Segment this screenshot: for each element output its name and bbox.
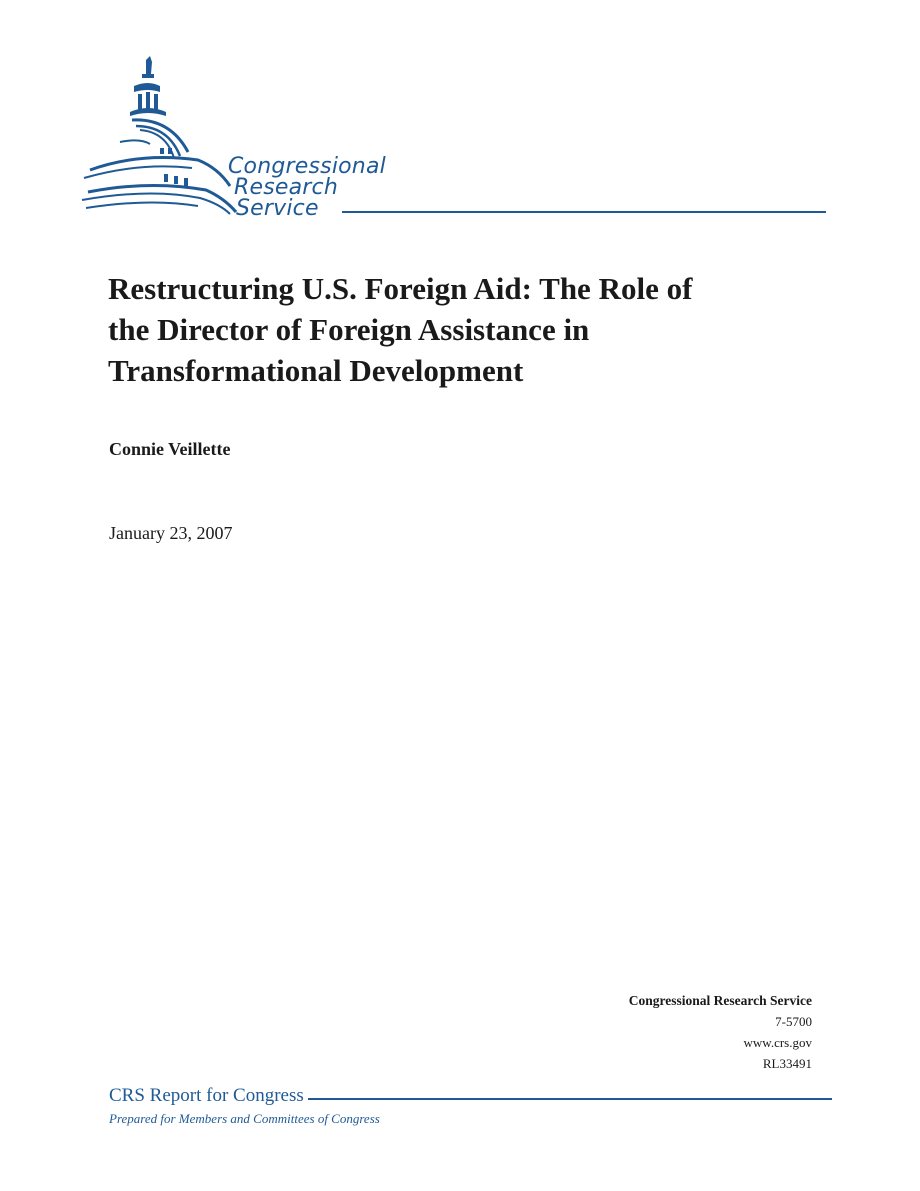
phone-code: 7-5700 [775,1014,812,1029]
report-date: January 23, 2007 [109,523,233,543]
title-line-2: the Director of Foreign Assistance in [108,312,590,347]
series-tagline: Prepared for Members and Committees of Congress [109,1111,380,1126]
logo-divider [342,211,826,213]
series-title: CRS Report for Congress [109,1085,308,1107]
crs-logo [80,52,840,227]
capitol-dome-icon [80,52,240,222]
report-series-banner [109,1085,832,1111]
logo-wordmark [228,156,386,219]
report-number: RL33491 [762,1056,812,1071]
logo-line-2: Research [234,175,338,200]
crs-info-block [629,990,812,1074]
title-line-3: Transformational Development [108,353,524,388]
report-title [108,268,808,391]
logo-line-3: Service [236,196,319,221]
author-name: Connie Veillette [109,439,231,459]
website-link[interactable]: www.crs.gov [743,1035,812,1050]
org-name: Congressional Research Service [628,993,812,1008]
title-line-1: Restructuring U.S. Foreign Aid: The Role of [108,271,693,306]
logo-line-1: Congressional [228,154,386,179]
